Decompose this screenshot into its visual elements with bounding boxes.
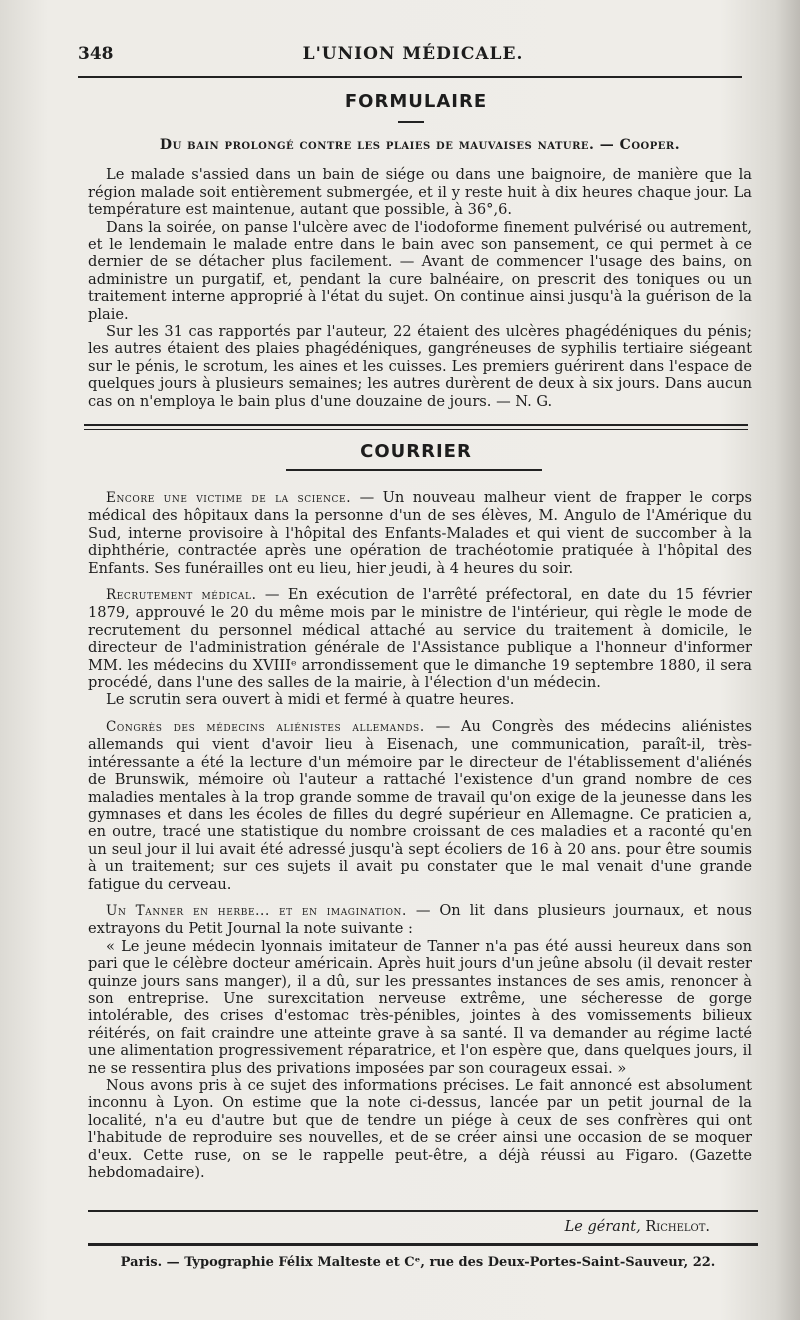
header-rule [78, 76, 742, 78]
formulaire-subtitle: Du bain prolongé contre les plaies de mauvaises nature. — Cooper. [159, 137, 681, 153]
news-lead: Congrès des médecins aliénistes allemands. [106, 718, 425, 735]
news-item: Encore une victime de la science. — Un nouveau malheur vient de frapper le corps médical des hôpitaux dans la personne d'un de ses élèves, M. Angulo de l'Amérique du Sud, interne provisoire à l'hôpital des Enfants-Malades et qui vient de succomber à la diphthérie, contractée après une opération de trachéotomie pratiquée à l'hôpital des Enfants. Ses funérailles ont eu lieu, hier jeudi, à 4 heures du soir. [88, 489, 752, 577]
imprint: Paris. — Typographie Félix Malteste et Cᵉ, rue des Deux-Portes-Saint-Sauveur, 22. [120, 1255, 716, 1270]
running-head [78, 44, 748, 68]
footer-rule [88, 1243, 758, 1246]
news-item: Congrès des médecins aliénistes allemands. — Au Congrès des médecins aliénistes allemands qui vient d'avoir lieu à Eisenach, une communication, paraît-il, très-intéressante a été la lecture d'un mémoire par le directeur de l'établissement d'aliénés de Brunswik, mémoire où l'auteur a rattaché l'existence d'un grand nombre de ces maladies mentales à la trop grande somme de travail qu'on exige de la jeunesse dans les gymnases et dans les écoles de filles du degré supérieur en Allemagne. Ce praticien a, en outre, tracé une statistique du nombre croissant de ces maladies et a raconté qu'en un seul jour il lui avait été adressé jusqu'à sept écoliers de 16 à 20 ans. pour être soumis à un traitement; sur ces sujets il avait pu constater que le mal venait d'une grande fatigue du cerveau. [88, 717, 753, 893]
closing-rule [88, 1210, 758, 1212]
signature-role: Le gérant, [564, 1219, 641, 1235]
news-quote: « Le jeune médecin lyonnais imitateur de Tanner n'a pas été aussi heureux dans son pari que le célèbre docteur américain. Après huit jours d'un jeûne absolu (il devait rester quinze jours sans manger), il a dû, sur les pressantes instances de ses amis, renoncer à son entreprise. Une surexcitation nerveuse extrême, une sécheresse de gorge intolérable, des crises d'estomac très-pénibles, jointes à des vomissements bilieux réitérés, on fait craindre une atteinte grave à sa santé. Il va demander au régime lacté une alimentation progressivement réparatrice, et l'on espère que, dans quelques jours, il ne se ressentira plus des privations imposées par son courageux essai. » [88, 937, 752, 1077]
formulaire-title-dash [398, 121, 424, 123]
news-paragraph: Le scrutin sera ouvert à midi et fermé à quatre heures. [106, 691, 515, 709]
journal-title: L'UNION MÉDICALE. [302, 44, 524, 64]
courrier-title-rule [286, 469, 542, 471]
formulaire-paragraph: Le malade s'assied dans un bain de siége ou dans une baignoire, de manière que la région malade soit entièrement submergée, et il y reste huit à dix heures chaque jour. La température est maintenue, autant que possible, à 36°,6. [88, 166, 752, 219]
section-double-rule-top [84, 424, 748, 426]
signature [565, 1219, 710, 1235]
formulaire-body [88, 137, 752, 410]
news-lead: Un Tanner en herbe... et en imagination. [106, 902, 407, 919]
formulaire-paragraph: Sur les 31 cas rapportés par l'auteur, 22 étaient des ulcères phagédéniques du pénis; les autres étaient des plaies phagédéniques, gangréneuses de syphilis tertiaire siégeant sur le pénis, le scrotum, les aines et les cuisses. Les premiers guérirent dans l'espace de quelques jours à plusieurs semaines; les autres durèrent de deux à six jours. Dans aucun cas on n'employa le bain plus d'une douzaine de jours. — N. G. [88, 323, 752, 410]
page-number: 348 [78, 44, 114, 64]
courrier-body [88, 489, 752, 1181]
news-lead: Encore une victime de la science. [106, 490, 352, 506]
section-double-rule-bottom [84, 429, 748, 430]
signature-name: Richelot. [645, 1219, 710, 1235]
formulaire-title: FORMULAIRE [344, 91, 488, 112]
courrier-title: COURRIER [360, 441, 472, 462]
news-item: Un Tanner en herbe... et en imagination. — On lit dans plusieurs journaux, et nous extrayons du Petit Journal la note suivante : [88, 901, 752, 938]
formulaire-paragraph: Dans la soirée, on panse l'ulcère avec de l'iodoforme finement pulvérisé ou autrement, et le lendemain le malade entre dans le bain avec son pansement, ce qui permet à ce dernier de se détacher plus facilement. — Avant de commencer l'usage des bains, on administre un purgatif, et, pendant la cure balnéaire, on prescrit des toniques ou un traitement interne approprié à l'état du sujet. On continue ainsi jusqu'à la guérison de la plaie. [88, 218, 752, 323]
news-paragraph: Nous avons pris à ce sujet des informations précises. Le fait annoncé est absolument inconnu à Lyon. On estime que la note ci-dessus, lancée par un petit journal de la localité, n'a eu d'autre but que de tendre un piége à ceux de ses confrères qui ont l'habitude de reproduire ses nouvelles, et de se créer ainsi une occasion de se moquer d'eux. Cette ruse, on se le rappelle peut-être, a déjà réussi au Figaro. (Gazette hebdomadaire). [88, 1077, 752, 1182]
news-item: Recrutement médical. — En exécution de l'arrêté préfectoral, en date du 15 février 1879, approuvé le 20 du même mois par le ministre de l'intérieur, qui règle le mode de recrutement du personnel médical attaché au service du traitement à domicile, le directeur de l'administration générale de l'Assistance publique a l'honneur d'informer MM. les médecins du XVIIIᵉ arrondissement que le dimanche 19 septembre 1880, il sera procédé, dans l'une des salles de la mairie, à l'élection d'un médecin. [88, 586, 752, 692]
news-lead: Recrutement médical. [106, 587, 257, 604]
